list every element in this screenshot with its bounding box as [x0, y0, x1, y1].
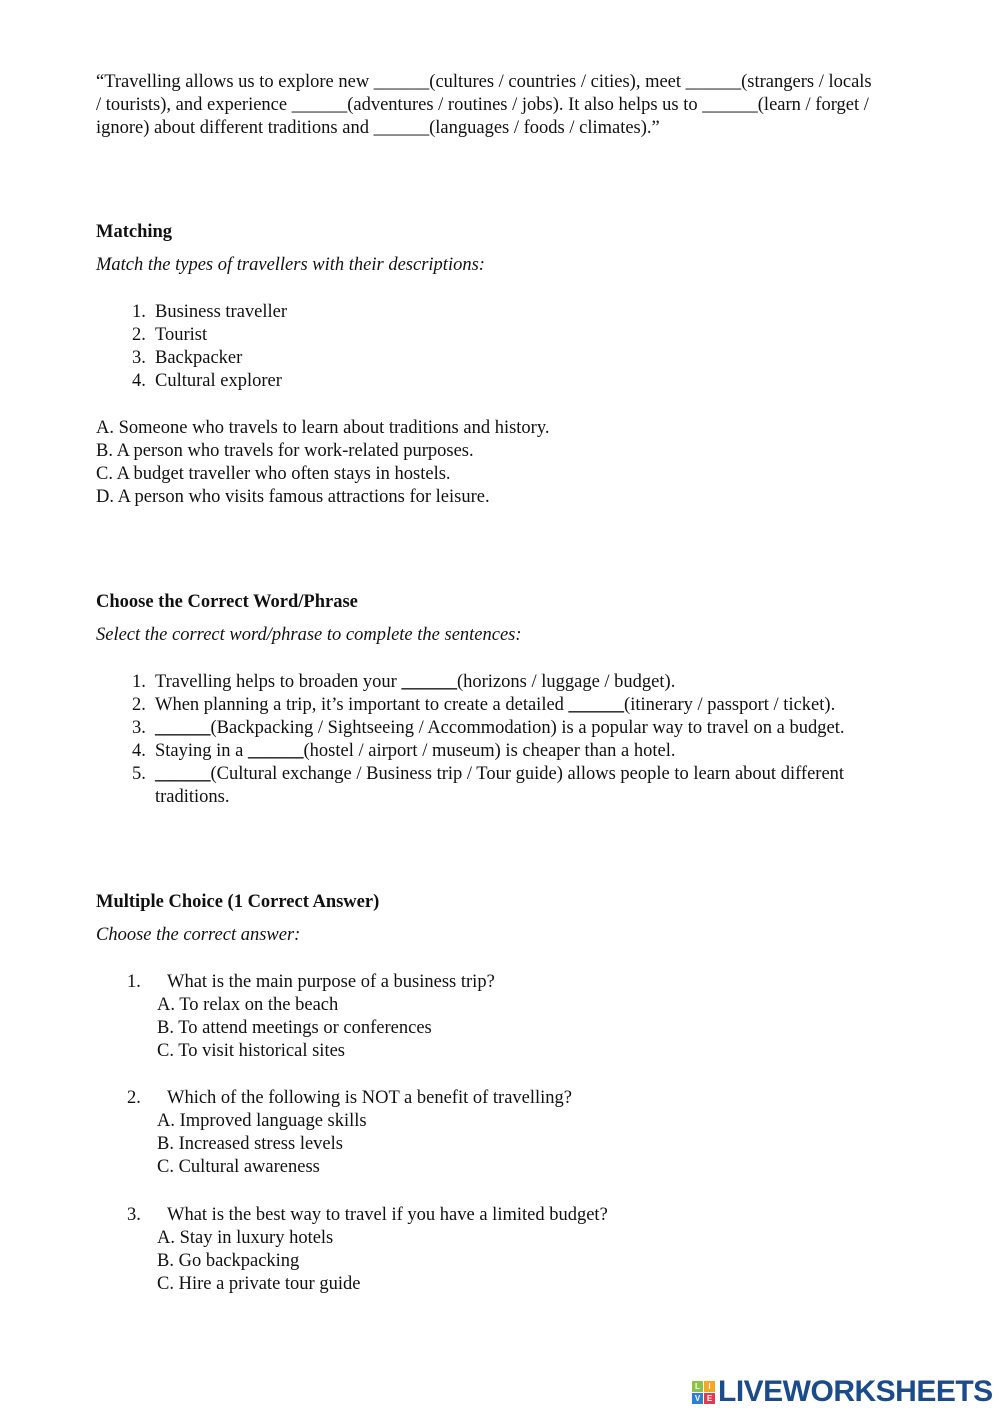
- answer-option: B. To attend meetings or conferences: [157, 1018, 432, 1038]
- section-instruction: Choose the correct answer:: [96, 925, 301, 945]
- answer-option: A. Improved language skills: [157, 1111, 367, 1131]
- logo-text: LIVEWORKSHEETS: [718, 1375, 993, 1408]
- answer-option: A. To relax on the beach: [157, 995, 339, 1015]
- section-heading: Matching: [96, 222, 173, 242]
- list-number: 4.: [132, 741, 146, 761]
- liveworksheets-logo: [692, 1375, 993, 1409]
- list-item: [155, 694, 835, 716]
- paragraph-line: ignore) about different traditions and ______(languages / foods / climates).”: [96, 118, 660, 138]
- sentence-text: Travelling helps to broaden your: [155, 672, 402, 692]
- list-item: [155, 763, 844, 785]
- list-number: 2.: [132, 695, 146, 715]
- blank: ______: [248, 741, 304, 761]
- description: C. A budget traveller who often stays in hostels.: [96, 464, 451, 484]
- blank: ______: [401, 672, 457, 692]
- list-number: 2.: [132, 325, 146, 345]
- question-text: Which of the following is NOT a benefit of travelling?: [167, 1088, 573, 1108]
- section-instruction: Match the types of travellers with their descriptions:: [96, 255, 485, 275]
- description: A. Someone who travels to learn about traditions and history.: [96, 418, 550, 438]
- description: B. A person who travels for work-related purposes.: [96, 441, 474, 461]
- question-number: 1.: [127, 972, 141, 992]
- sentence-options: (itinerary / passport / ticket).: [624, 695, 836, 715]
- list-item: Cultural explorer: [155, 371, 282, 391]
- answer-option: C. To visit historical sites: [157, 1041, 345, 1061]
- answer-option: C. Cultural awareness: [157, 1157, 320, 1177]
- question-text: What is the best way to travel if you have a limited budget?: [167, 1205, 608, 1225]
- answer-option: C. Hire a private tour guide: [157, 1274, 361, 1294]
- paragraph-line: / tourists), and experience ______(adventures / routines / jobs). It also helps us to ______(learn / forget /: [96, 95, 869, 115]
- answer-option: B. Go backpacking: [157, 1251, 300, 1271]
- logo-tile: V: [692, 1393, 703, 1404]
- section-instruction: Select the correct word/phrase to complete the sentences:: [96, 625, 522, 645]
- list-item: Business traveller: [155, 302, 288, 322]
- sentence-text: Staying in a: [155, 741, 249, 761]
- blank: ______: [568, 695, 625, 715]
- section-heading: Multiple Choice (1 Correct Answer): [96, 892, 380, 912]
- sentence-options: (hostel / airport / museum) is cheaper than a hotel.: [303, 741, 676, 761]
- list-number: 3.: [132, 718, 146, 738]
- section-heading: Choose the Correct Word/Phrase: [96, 592, 358, 612]
- list-item: [155, 717, 845, 739]
- sentence-options: (Backpacking / Sightseeing / Accommodation) is a popular way to travel on a budget.: [210, 718, 845, 738]
- question-number: 2.: [127, 1088, 141, 1108]
- list-number: 5.: [132, 764, 146, 784]
- question-text: What is the main purpose of a business trip?: [167, 972, 495, 992]
- list-item: [155, 671, 675, 693]
- list-item: Backpacker: [155, 348, 243, 368]
- sentence-options: (Cultural exchange / Business trip / Tour guide) allows people to learn about different: [210, 764, 845, 784]
- list-item: [155, 740, 675, 762]
- sentence-options: (horizons / luggage / budget).: [456, 672, 676, 692]
- logo-tile: I: [704, 1381, 715, 1392]
- logo-tile: E: [704, 1393, 715, 1404]
- blank: ______: [155, 764, 211, 784]
- paragraph-line: “Travelling allows us to explore new ______(cultures / countries / cities), meet ______(strangers / locals: [96, 72, 872, 92]
- sentence-text: When planning a trip, it’s important to create a detailed: [155, 695, 569, 715]
- list-number: 1.: [132, 302, 146, 322]
- list-number: 1.: [132, 672, 146, 692]
- blank: ______: [155, 718, 211, 738]
- logo-tiles-icon: [692, 1381, 715, 1404]
- answer-option: B. Increased stress levels: [157, 1134, 343, 1154]
- description: D. A person who visits famous attractions for leisure.: [96, 487, 490, 507]
- list-number: 4.: [132, 371, 146, 391]
- answer-option: A. Stay in luxury hotels: [157, 1228, 334, 1248]
- list-number: 3.: [132, 348, 146, 368]
- list-item-continuation: traditions.: [155, 787, 230, 807]
- list-item: Tourist: [155, 325, 208, 345]
- logo-tile: L: [692, 1381, 703, 1392]
- question-number: 3.: [127, 1205, 141, 1225]
